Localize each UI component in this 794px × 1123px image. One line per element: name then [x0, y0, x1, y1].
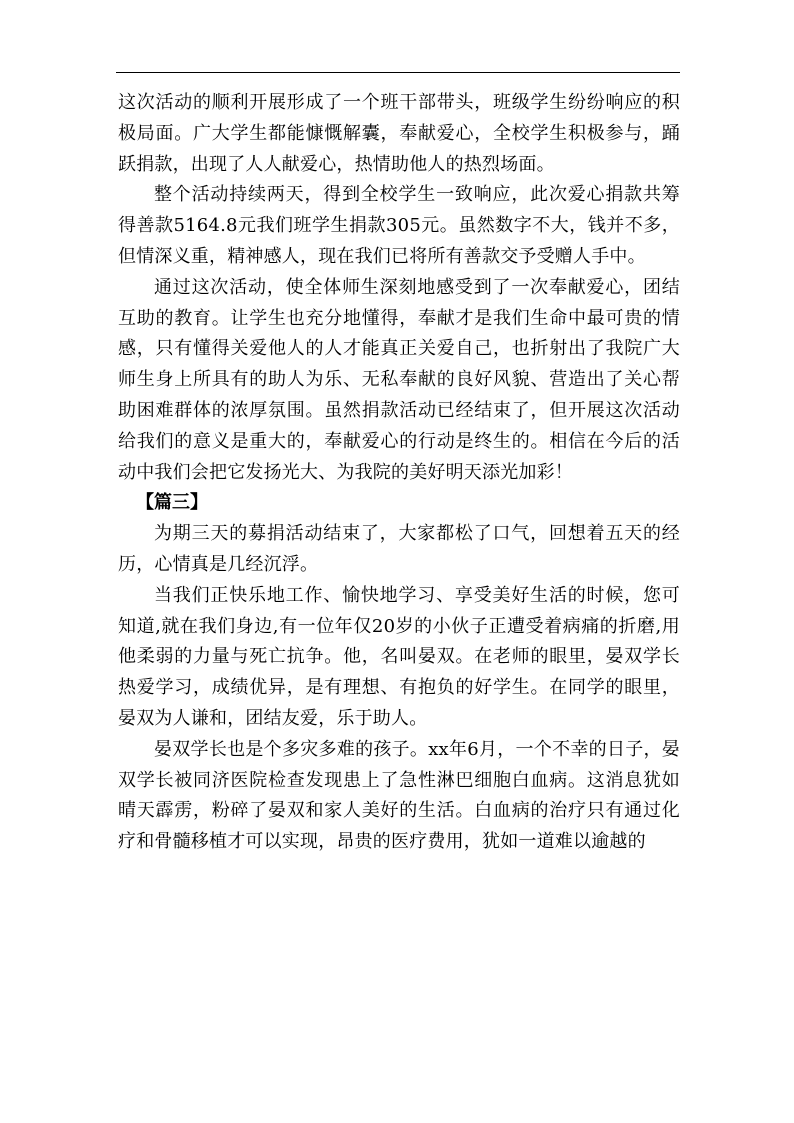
paragraph-illness: 晏双学长也是个多灾多难的孩子。xx年6月，一个不幸的日子，晏双学长被同济医院检查发现患上了急性淋巴细胞白血病。这消息犹如晴天霹雳，粉碎了晏双和家人美好的生活。白血病的治疗只有通过化疗和骨髓移植才可以实现，昂贵的医疗费用，犹如一道难以逾越的	[118, 738, 680, 853]
paragraph-donation-total: 整个活动持续两天，得到全校学生一致响应，此次爱心捐款共筹得善款5164.8元我们班学生捐款305元。虽然数字不大，钱并不多，但情深义重，精神感人，现在我们已将所有善款交予受赠人手中。	[118, 184, 680, 267]
document-body	[118, 88, 680, 858]
section-heading: 【篇三】	[136, 492, 208, 514]
paragraph-student-story: 当我们正快乐地工作、愉快地学习、享受美好生活的时候，您可知道,就在我们身边,有一位年仅20岁的小伙子正遭受着病痛的折磨,用他柔弱的力量与死亡抗争。他，名叫晏双。在老师的眼里，晏双学长热爱学习，成绩优异，是有理想、有抱负的好学生。在同学的眼里，晏双为人谦和，团结友爱，乐于助人。	[118, 584, 680, 729]
paragraph-activity-reflection: 通过这次活动，使全体师生深刻地感受到了一次奉献爱心，团结互助的教育。让学生也充分地懂得，奉献才是我们生命中最可贵的情感，只有懂得关爱他人的人才能真正关爱自己，也折射出了我院广大师生身上所具有的助人为乐、无私奉献的良好风貌、营造出了关心帮助困难群体的浓厚氛围。虽然捐款活动已经结束了，但开展这次活动给我们的意义是重大的，奉献爱心的行动是终生的。相信在今后的活动中我们会把它发扬光大、为我院的美好明天添光加彩！	[118, 276, 680, 483]
paragraph-continuation: 这次活动的顺利开展形成了一个班干部带头，班级学生纷纷响应的积极局面。广大学生都能慷慨解囊，奉献爱心，全校学生积极参与，踊跃捐款，出现了人人献爱心，热情助他人的热烈场面。	[118, 92, 680, 175]
header-rule	[116, 72, 680, 73]
paragraph-fundraising-end: 为期三天的募捐活动结束了，大家都松了口气，回想着五天的经历，心情真是几经沉浮。	[118, 523, 680, 575]
